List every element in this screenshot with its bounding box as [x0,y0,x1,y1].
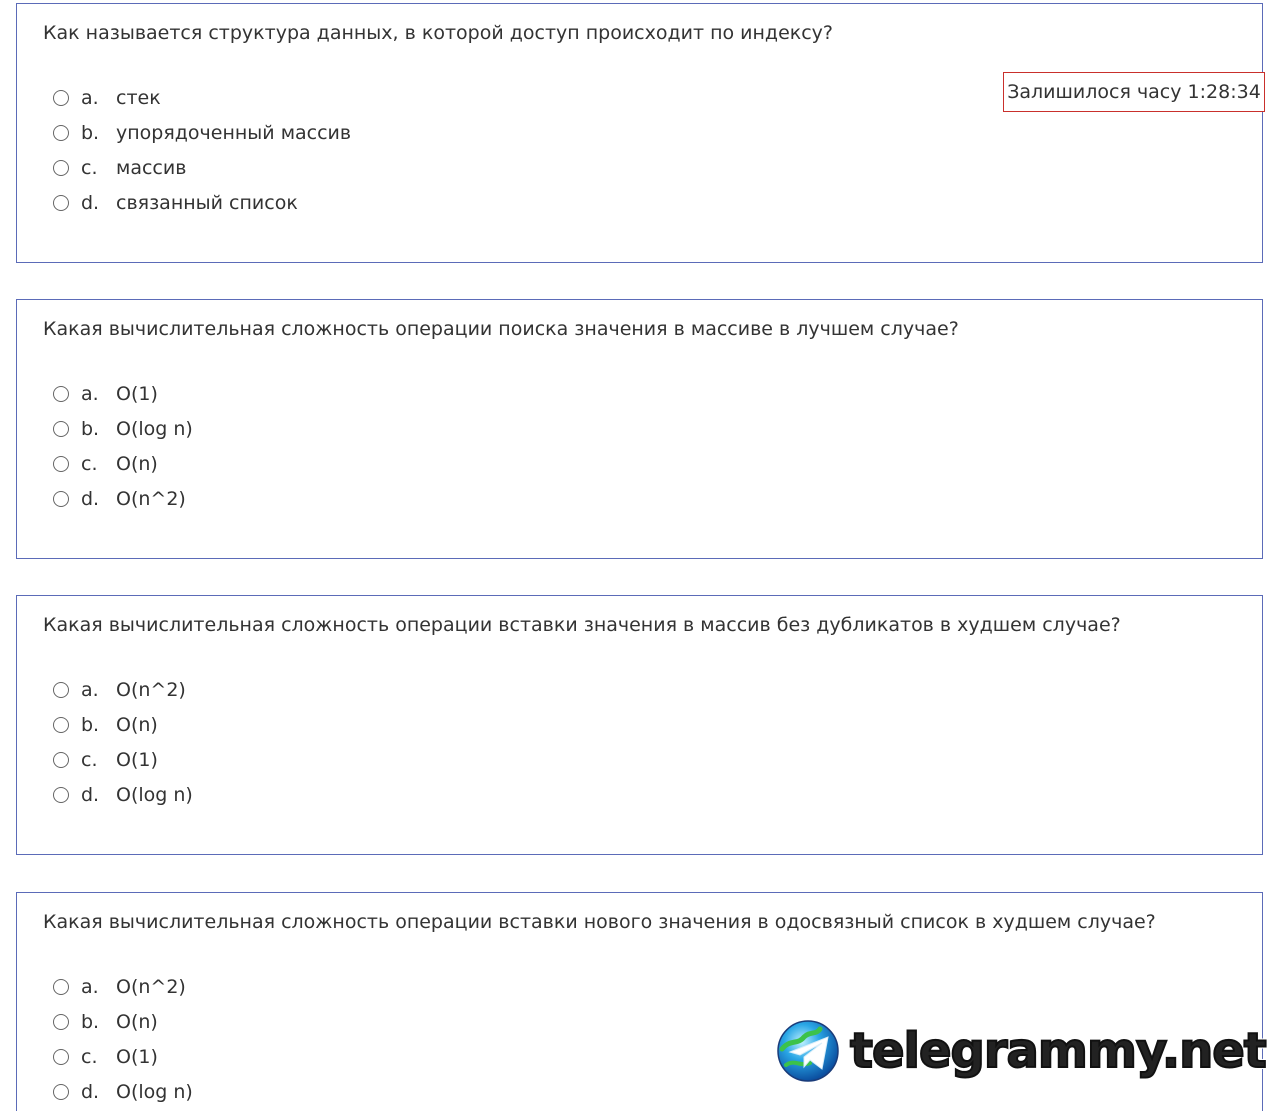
answer-letter: c. [81,1045,98,1068]
answer-option-b[interactable] [53,707,193,742]
answer-letter: d. [81,192,100,215]
answer-letter: d. [81,1081,100,1104]
time-remaining-box [1003,72,1265,112]
radio-button[interactable] [53,682,69,698]
radio-button[interactable] [53,90,69,106]
answer-option-a[interactable] [53,672,193,707]
answer-letter: d. [81,488,100,511]
watermark [776,1016,1266,1086]
answer-letter: c. [81,452,98,475]
answer-option-c[interactable] [53,742,193,777]
radio-button[interactable] [53,1084,69,1100]
watermark-text: telegrammy.net [850,1023,1266,1079]
answer-label: стек [116,86,161,109]
question-text: Какая вычислительная сложность операции вставки значения в массив без дубликатов в худшем случае? [43,614,1121,636]
timer-label: Залишилося часу [1007,81,1182,103]
radio-button[interactable] [53,125,69,141]
answer-option-b[interactable] [53,1004,193,1039]
answer-label: O(n^2) [116,488,186,511]
radio-button[interactable] [53,195,69,211]
answer-letter: c. [81,748,98,771]
radio-button[interactable] [53,160,69,176]
answer-label: O(n) [116,452,158,475]
answer-option-c[interactable] [53,1039,193,1074]
radio-button[interactable] [53,456,69,472]
answer-label: O(n^2) [116,975,186,998]
question-card-2 [16,299,1263,559]
answer-letter: b. [81,121,100,144]
answer-label: связанный список [116,192,298,215]
answer-label: O(n) [116,1010,158,1033]
answer-label: O(log n) [116,784,193,807]
answer-option-d[interactable] [53,482,193,517]
answer-option-d[interactable] [53,186,351,221]
answer-option-a[interactable] [53,969,193,1004]
answer-label: O(1) [116,748,158,771]
answer-letter: b. [81,1010,100,1033]
radio-button[interactable] [53,752,69,768]
answer-letter: d. [81,784,100,807]
question-card-1 [16,3,1263,263]
radio-button[interactable] [53,421,69,437]
answer-letter: a. [81,86,99,109]
answer-letter: a. [81,975,99,998]
answer-option-b[interactable] [53,115,351,150]
timer-value: 1:28:34 [1187,81,1261,103]
answer-label: O(log n) [116,417,193,440]
answer-option-c[interactable] [53,446,193,481]
answer-label: O(n) [116,713,158,736]
answer-option-d[interactable] [53,1075,193,1110]
question-text: Как называется структура данных, в которой доступ происходит по индексу? [43,22,834,44]
answer-letter: b. [81,417,100,440]
answer-option-d[interactable] [53,778,193,813]
radio-button[interactable] [53,386,69,402]
question-text: Какая вычислительная сложность операции поиска значения в массиве в лучшем случае? [43,318,959,340]
answer-letter: c. [81,156,98,179]
answer-list [53,80,351,221]
radio-button[interactable] [53,979,69,995]
answer-letter: a. [81,678,99,701]
telegram-globe-icon [776,1019,840,1083]
answer-letter: a. [81,382,99,405]
answer-label: O(n^2) [116,678,186,701]
radio-button[interactable] [53,787,69,803]
answer-list [53,969,193,1110]
radio-button[interactable] [53,717,69,733]
answer-list [53,376,193,517]
answer-label: массив [116,156,187,179]
answer-label: O(1) [116,1045,158,1068]
radio-button[interactable] [53,1014,69,1030]
answer-option-a[interactable] [53,80,351,115]
answer-list [53,672,193,813]
answer-option-a[interactable] [53,376,193,411]
answer-letter: b. [81,713,100,736]
question-text: Какая вычислительная сложность операции вставки нового значения в одосвязный список в худшем случае? [43,911,1156,933]
radio-button[interactable] [53,1049,69,1065]
radio-button[interactable] [53,491,69,507]
answer-label: O(1) [116,382,158,405]
answer-label: O(log n) [116,1081,193,1104]
answer-option-b[interactable] [53,411,193,446]
answer-label: упорядоченный массив [116,121,352,144]
answer-option-c[interactable] [53,150,351,185]
question-card-3 [16,595,1263,855]
